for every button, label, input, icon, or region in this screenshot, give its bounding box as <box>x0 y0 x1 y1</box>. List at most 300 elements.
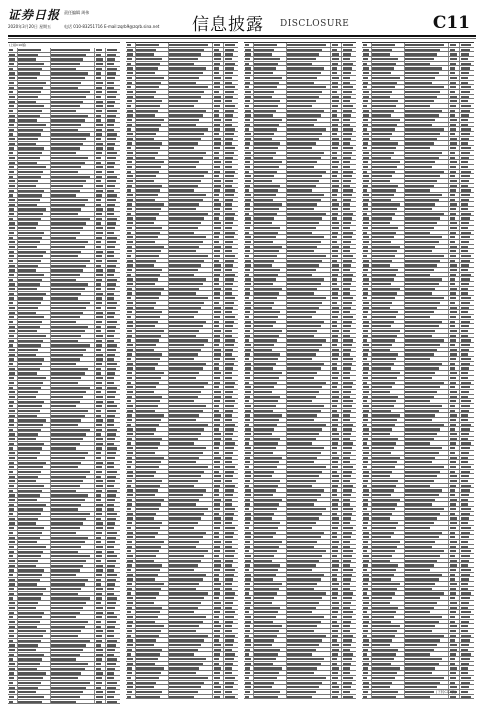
table-cell <box>461 325 469 327</box>
table-cell <box>332 138 339 140</box>
table-cell <box>343 171 353 173</box>
table-cell <box>214 307 221 309</box>
table-cell <box>461 625 468 627</box>
table-cell <box>450 246 457 248</box>
table-cell <box>254 621 273 623</box>
table-cell <box>107 415 115 417</box>
table-cell <box>287 255 326 257</box>
table-cell <box>287 100 316 102</box>
table-cell <box>127 677 131 679</box>
table-cell <box>245 241 251 243</box>
table-cell <box>245 124 250 126</box>
table-cell <box>363 307 369 309</box>
table-cell <box>107 607 115 609</box>
table-cell <box>343 185 350 187</box>
table-cell <box>136 400 160 402</box>
table-cell <box>450 682 455 684</box>
table-cell <box>332 578 337 580</box>
table-cell <box>461 400 471 402</box>
table-cell <box>372 142 398 144</box>
table-cell <box>287 639 322 641</box>
table-cell <box>225 480 232 482</box>
table-cell <box>254 499 282 501</box>
table-cell <box>18 424 43 426</box>
table-cell <box>136 58 162 60</box>
table-cell <box>9 110 13 112</box>
table-cell <box>136 452 155 454</box>
table-cell <box>18 363 42 365</box>
table-cell <box>450 667 457 669</box>
table-cell <box>405 53 437 55</box>
table-cell <box>332 96 339 98</box>
table-cell <box>214 217 219 219</box>
table-cell <box>363 339 367 341</box>
table-cell <box>214 433 221 435</box>
table-cell <box>96 49 102 51</box>
table-cell <box>169 667 199 669</box>
table-cell <box>169 124 196 126</box>
table-cell <box>9 147 14 149</box>
table-cell <box>96 237 102 239</box>
table-cell <box>51 171 78 173</box>
table-cell <box>245 311 250 313</box>
table-cell <box>450 142 457 144</box>
table-cell <box>51 457 85 459</box>
table-cell <box>107 96 116 98</box>
table-cell <box>214 325 219 327</box>
table-cell <box>332 424 338 426</box>
table-cell <box>450 564 457 566</box>
table-cell <box>372 278 394 280</box>
table-cell <box>287 461 314 463</box>
table-cell <box>343 316 353 318</box>
table-cell <box>18 401 44 403</box>
table-cell <box>169 550 208 552</box>
table-cell <box>51 213 78 215</box>
table-cell <box>51 251 81 253</box>
table-cell <box>136 86 159 88</box>
table-cell <box>214 255 220 257</box>
table-cell <box>127 480 132 482</box>
table-cell <box>363 635 367 637</box>
table-cell <box>372 367 391 369</box>
table-cell <box>214 128 220 130</box>
table-cell <box>96 658 102 660</box>
table-cell <box>96 72 101 74</box>
table-cell <box>372 475 390 477</box>
table-cell <box>225 77 232 79</box>
table-cell <box>461 100 468 102</box>
table-cell <box>225 550 235 552</box>
table-cell <box>372 339 395 341</box>
table-cell <box>287 574 324 576</box>
table-cell <box>107 387 117 389</box>
table-cell <box>343 564 350 566</box>
table-cell <box>245 691 250 693</box>
table-cell <box>332 67 337 69</box>
table-cell <box>332 82 338 84</box>
table-cell <box>51 419 81 421</box>
table-cell <box>405 621 439 623</box>
table-cell <box>169 602 201 604</box>
table-cell <box>136 119 164 121</box>
table-cell <box>96 377 103 379</box>
table-cell <box>18 532 42 534</box>
table-cell <box>287 72 321 74</box>
table-cell <box>332 77 339 79</box>
table-column-2 <box>126 42 238 691</box>
table-cell <box>287 110 324 112</box>
table-cell <box>96 691 103 693</box>
table-cell <box>9 607 15 609</box>
table-cell <box>254 414 282 416</box>
table-cell <box>225 644 233 646</box>
table-cell <box>18 588 46 590</box>
table-cell <box>450 339 456 341</box>
table-cell <box>405 611 430 613</box>
table-cell <box>332 667 339 669</box>
table-cell <box>127 649 132 651</box>
table-cell <box>363 161 368 163</box>
table-cell <box>332 321 337 323</box>
table-cell <box>107 166 114 168</box>
table-cell <box>214 91 219 93</box>
table-cell <box>405 283 439 285</box>
table-cell <box>405 353 434 355</box>
table-cell <box>127 522 132 524</box>
table-cell <box>461 466 471 468</box>
table-cell <box>127 592 131 594</box>
table-cell <box>450 452 455 454</box>
table-cell <box>18 415 37 417</box>
table-cell <box>169 152 206 154</box>
table-cell <box>405 616 442 618</box>
table-cell <box>254 428 274 430</box>
table-cell <box>405 452 439 454</box>
table-cell <box>18 199 40 201</box>
table-cell <box>107 349 116 351</box>
table-cell <box>245 653 249 655</box>
table-cell <box>254 466 277 468</box>
table-cell <box>363 274 367 276</box>
table-cell <box>332 194 337 196</box>
table-cell <box>461 128 471 130</box>
table-cell <box>136 578 155 580</box>
table-cell <box>107 471 117 473</box>
table-cell <box>225 110 234 112</box>
table-cell <box>461 438 468 440</box>
table-cell <box>107 143 115 145</box>
table-cell <box>245 335 250 337</box>
table-cell <box>405 396 434 398</box>
table-cell <box>450 461 456 463</box>
table-cell <box>136 499 164 501</box>
table-cell <box>96 640 102 642</box>
table-cell <box>343 175 352 177</box>
table-cell <box>225 597 234 599</box>
table-cell <box>405 91 440 93</box>
table-cell <box>461 77 468 79</box>
table-cell <box>332 564 339 566</box>
table-cell <box>127 274 131 276</box>
table-cell <box>254 86 277 88</box>
table-cell <box>372 635 395 637</box>
table-cell <box>405 358 430 360</box>
table-cell <box>450 442 456 444</box>
table-cell <box>9 447 13 449</box>
table-cell <box>287 560 319 562</box>
table-cell <box>287 489 324 491</box>
table-cell <box>51 297 78 299</box>
table-cell <box>96 499 101 501</box>
table-cell <box>332 110 337 112</box>
table-cell <box>254 250 279 252</box>
table-cell <box>225 152 234 154</box>
table-cell <box>127 602 133 604</box>
table-cell <box>363 592 367 594</box>
table-cell <box>343 578 351 580</box>
table-cell <box>107 119 115 121</box>
table-cell <box>214 583 221 585</box>
table-cell <box>372 133 392 135</box>
table-cell <box>254 588 279 590</box>
table-cell <box>332 302 337 304</box>
table-cell <box>343 325 351 327</box>
table-cell <box>405 246 435 248</box>
table-cell <box>461 185 468 187</box>
table-cell <box>343 625 350 627</box>
table-cell <box>405 82 432 84</box>
table-cell <box>169 649 198 651</box>
table-cell <box>461 208 468 210</box>
table-cell <box>51 208 81 210</box>
table-cell <box>96 405 102 407</box>
table-cell <box>405 457 435 459</box>
table-cell <box>96 635 102 637</box>
table-cell <box>225 602 233 604</box>
table-cell <box>136 503 161 505</box>
table-cell <box>51 499 85 501</box>
table-cell <box>332 447 337 449</box>
table-cell <box>214 485 220 487</box>
table-cell <box>169 325 203 327</box>
table-cell <box>9 54 15 56</box>
table-cell <box>9 462 14 464</box>
table-cell <box>225 513 234 515</box>
table-cell <box>254 480 280 482</box>
table-cell <box>214 335 220 337</box>
table-cell <box>107 565 115 567</box>
table-cell <box>254 410 273 412</box>
table-cell <box>169 433 201 435</box>
table-cell <box>343 67 352 69</box>
table-cell <box>136 316 160 318</box>
table-cell <box>96 513 102 515</box>
table-cell <box>136 574 158 576</box>
table-cell <box>136 410 155 412</box>
table-cell <box>343 330 350 332</box>
table-cell <box>450 53 457 55</box>
table-cell <box>214 677 220 679</box>
table-cell <box>136 264 154 266</box>
table-cell <box>107 63 114 65</box>
table-cell <box>405 588 432 590</box>
table-cell <box>225 400 235 402</box>
table-cell <box>127 241 133 243</box>
table-cell <box>405 377 432 379</box>
table-cell <box>254 199 273 201</box>
table-cell <box>405 541 435 543</box>
table-cell <box>9 560 15 562</box>
table-cell <box>136 128 159 130</box>
table-cell <box>169 658 206 660</box>
table-cell <box>127 96 133 98</box>
table-cell <box>9 354 15 356</box>
table-cell <box>245 410 251 412</box>
table-cell <box>96 569 103 571</box>
table-cell <box>169 44 208 46</box>
table-cell <box>169 621 203 623</box>
table-cell <box>225 635 235 637</box>
table-cell <box>245 53 251 55</box>
table-cell <box>254 560 272 562</box>
table-cell <box>405 316 430 318</box>
table-cell <box>405 574 442 576</box>
table-cell <box>107 537 116 539</box>
table-cell <box>461 414 468 416</box>
table-cell <box>9 415 15 417</box>
table-cell <box>372 49 392 51</box>
table-cell <box>96 551 102 553</box>
table-cell <box>332 325 337 327</box>
table-cell <box>254 391 272 393</box>
table-cell <box>405 203 435 205</box>
table-cell <box>18 649 36 651</box>
table-cell <box>51 415 85 417</box>
table-cell <box>96 537 101 539</box>
continued-note: (下转C12版) <box>436 690 457 694</box>
table-cell <box>287 541 317 543</box>
table-cell <box>450 67 455 69</box>
table-cell <box>332 367 337 369</box>
table-cell <box>136 358 160 360</box>
table-cell <box>9 429 13 431</box>
table-cell <box>18 583 37 585</box>
table-cell <box>287 189 312 191</box>
table-cell <box>18 462 46 464</box>
table-cell <box>107 630 114 632</box>
table-cell <box>343 222 351 224</box>
table-cell <box>405 307 437 309</box>
table-cell <box>169 696 194 698</box>
table-cell <box>9 157 15 159</box>
table-cell <box>169 63 194 65</box>
table-cell <box>461 564 468 566</box>
table-cell <box>461 386 470 388</box>
table-cell <box>450 91 455 93</box>
table-cell <box>363 597 369 599</box>
table-cell <box>332 607 339 609</box>
table-cell <box>96 541 101 543</box>
table-cell <box>214 475 221 477</box>
table-cell <box>450 588 456 590</box>
table-cell <box>254 124 279 126</box>
table-cell <box>51 597 90 599</box>
table-cell <box>332 621 337 623</box>
table-cell <box>18 87 43 89</box>
table-cell <box>225 536 233 538</box>
table-cell <box>107 574 117 576</box>
table-cell <box>127 382 131 384</box>
table-cell <box>18 251 46 253</box>
table-cell <box>51 569 80 571</box>
table-cell <box>254 653 278 655</box>
table-cell <box>225 452 233 454</box>
table-cell <box>405 536 439 538</box>
table-cell <box>405 419 432 421</box>
table-cell <box>169 541 199 543</box>
table-cell <box>127 639 133 641</box>
table-cell <box>287 199 321 201</box>
table-cell <box>51 316 80 318</box>
table-cell <box>343 58 350 60</box>
table-cell <box>450 311 457 313</box>
table-cell <box>245 147 249 149</box>
table-cell <box>51 218 90 220</box>
table-cell <box>127 433 133 435</box>
table-cell <box>169 527 194 529</box>
table-cell <box>332 236 337 238</box>
table-cell <box>363 67 369 69</box>
table-cell <box>18 246 37 248</box>
table-cell <box>51 640 90 642</box>
table-cell <box>51 255 78 257</box>
table-cell <box>214 227 221 229</box>
table-cell <box>332 691 339 693</box>
table-cell <box>18 63 44 65</box>
table-cell <box>343 489 352 491</box>
table-cell <box>9 152 13 154</box>
table-cell <box>225 621 233 623</box>
table-cell <box>51 119 85 121</box>
table-cell <box>287 246 317 248</box>
table-cell <box>363 241 369 243</box>
table-cell <box>372 58 398 60</box>
table-cell <box>254 597 274 599</box>
table-cell <box>461 574 470 576</box>
table-cell <box>450 508 456 510</box>
table-cell <box>332 396 339 398</box>
table-cell <box>405 682 440 684</box>
table-cell <box>136 457 164 459</box>
table-cell <box>363 91 369 93</box>
table-cell <box>225 222 233 224</box>
table-cell <box>51 105 80 107</box>
table-cell <box>332 283 337 285</box>
table-cell <box>343 288 350 290</box>
table-cell <box>18 143 36 145</box>
table-cell <box>96 701 102 703</box>
table-cell <box>254 386 274 388</box>
table-cell <box>245 555 251 557</box>
table-cell <box>372 630 397 632</box>
table-cell <box>363 255 367 257</box>
table-cell <box>363 466 367 468</box>
table-cell <box>343 377 350 379</box>
table-cell <box>214 527 220 529</box>
table-cell <box>18 522 36 524</box>
table-cell <box>450 124 456 126</box>
